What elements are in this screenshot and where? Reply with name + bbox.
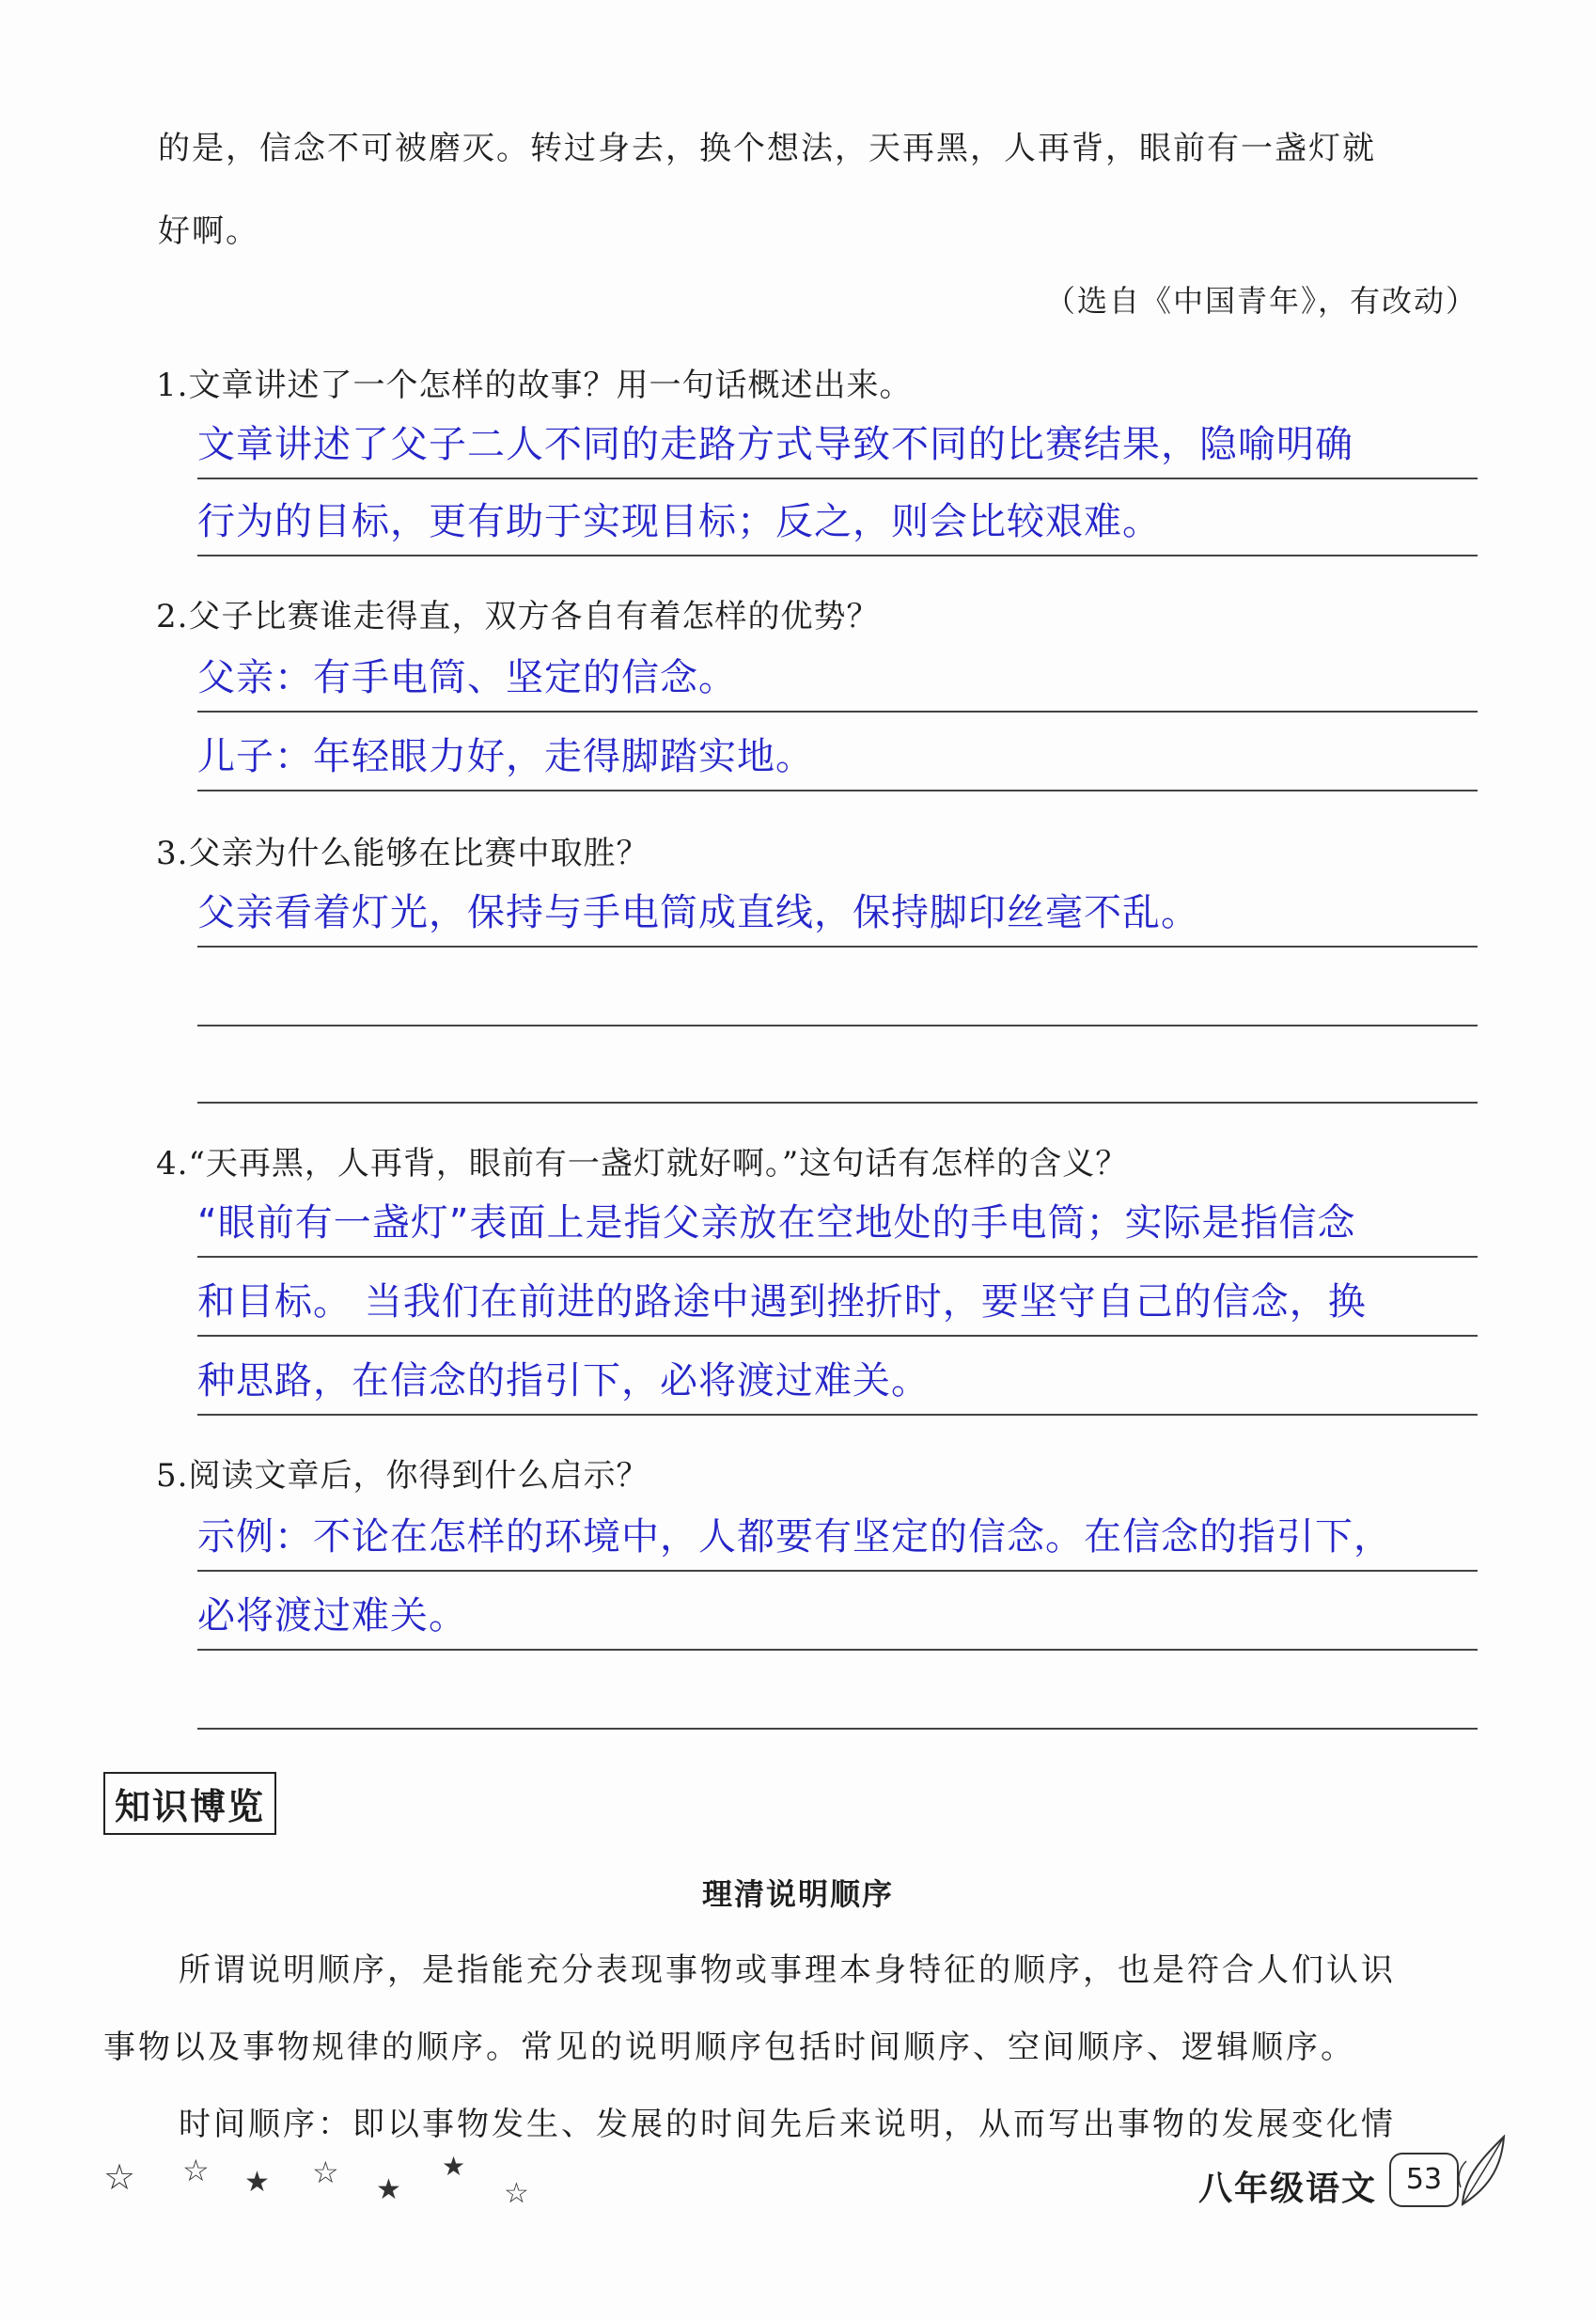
leaf-icon (1455, 2129, 1511, 2214)
answer-text: 必将渡过难关。 (197, 1594, 467, 1637)
star-icon: ☆ (312, 2154, 339, 2190)
question-3: 3.父亲为什么能够在比赛中取胜？ (156, 835, 649, 872)
answer-text: 父亲看着灯光，保持与手电筒成直线，保持脚印丝毫不乱。 (197, 891, 1199, 934)
answer-line[interactable] (197, 1188, 1478, 1258)
grade-subject-label: 八年级语文 (1198, 2170, 1378, 2208)
passage-line: 好啊。 (158, 212, 259, 250)
knowledge-line: 事物以及事物规律的顺序。常见的说明顺序包括时间顺序、空间顺序、逻辑顺序。 (103, 2029, 1355, 2066)
answer-line[interactable] (197, 487, 1478, 556)
answer-line[interactable] (197, 410, 1478, 479)
knowledge-box-title: 知识博览 (103, 1772, 276, 1835)
star-icon: ☆ (504, 2177, 529, 2210)
question-1: 1.文章讲述了一个怎样的故事？用一句话概述出来。 (156, 367, 913, 404)
answer-line[interactable] (197, 1581, 1478, 1651)
answer-text: 示例：不论在怎样的环境中，人都要有坚定的信念。在信念的指引下， (197, 1515, 1392, 1559)
knowledge-line: 所谓说明顺序，是指能充分表现事物或事理本身特征的顺序，也是符合人们认识 (179, 1951, 1396, 1989)
answer-line[interactable] (197, 878, 1478, 948)
answer-line[interactable] (197, 1034, 1478, 1104)
question-4: 4.“天再黑，人再背，眼前有一盏灯就好啊。”这句话有怎样的含义？ (156, 1145, 1129, 1183)
answer-text: 文章讲述了父子二人不同的走路方式导致不同的比赛结果，隐喻明确 (197, 423, 1353, 466)
answer-text: 行为的目标，更有助于实现目标；反之，则会比较艰难。 (197, 500, 1161, 543)
star-icon: ★ (244, 2166, 270, 2199)
star-icon: ★ (376, 2173, 401, 2206)
star-decoration (103, 2153, 592, 2237)
passage-line: 的是，信念不可被磨灭。转过身去，换个想法，天再黑，人再背，眼前有一盏灯就 (158, 130, 1376, 167)
passage-source: （选自《中国青年》，有改动） (1044, 283, 1478, 319)
answer-text: “眼前有一盏灯”表面上是指父亲放在空地处的手电筒；实际是指信念 (197, 1201, 1356, 1245)
answer-line[interactable] (197, 722, 1478, 791)
knowledge-line: 时间顺序：即以事物发生、发展的时间先后来说明，从而写出事物的发展变化情 (179, 2106, 1396, 2143)
answer-line[interactable] (197, 1502, 1478, 1572)
answer-line[interactable] (197, 1267, 1478, 1337)
star-icon: ☆ (103, 2156, 136, 2198)
answer-line[interactable] (197, 957, 1478, 1026)
star-icon: ★ (442, 2151, 466, 2182)
answer-text: 父亲：有手电筒、坚定的信念。 (197, 656, 737, 699)
question-5: 5.阅读文章后，你得到什么启示？ (156, 1457, 649, 1495)
knowledge-title: 理清说明顺序 (701, 1876, 894, 1912)
star-icon: ☆ (182, 2153, 210, 2188)
answer-line[interactable] (197, 643, 1478, 713)
question-2: 2.父子比赛谁走得直，双方各自有着怎样的优势？ (156, 598, 880, 635)
answer-text: 儿子：年轻眼力好，走得脚踏实地。 (197, 735, 814, 778)
answer-line[interactable] (197, 1346, 1478, 1416)
answer-text: 种思路，在信念的指引下，必将渡过难关。 (197, 1359, 930, 1402)
page-number: 53 (1389, 2153, 1459, 2207)
answer-text: 和目标。 当我们在前进的路途中遇到挫折时，要坚守自己的信念，换 (197, 1280, 1367, 1324)
answer-line[interactable] (197, 1660, 1478, 1730)
